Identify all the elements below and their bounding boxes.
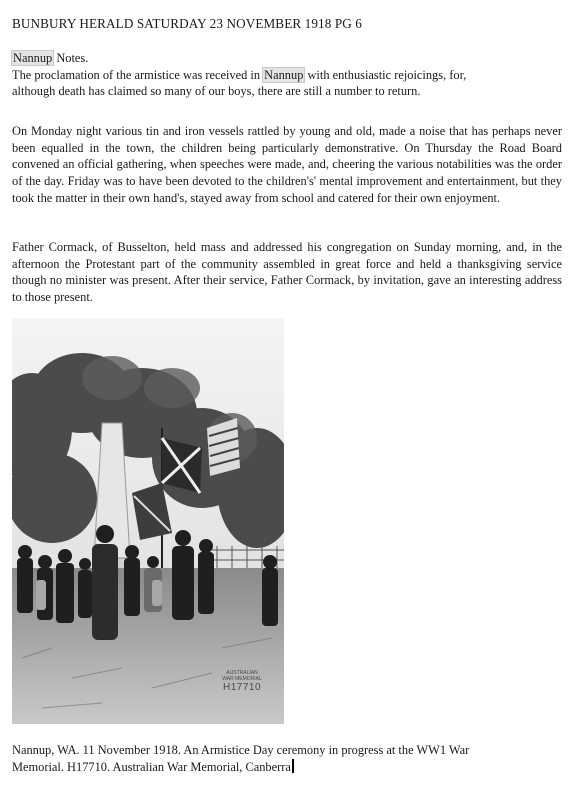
armistice-ceremony-photo [12,318,284,724]
caption-line-2: Memorial. H17710. Australian War Memorial, Canberra [12,759,566,776]
caption-line-1: Nannup, WA. 11 November 1918. An Armistice Day ceremony in progress at the WW1 War [12,743,470,757]
article-intro [12,50,562,100]
article-heading: Nannup Notes. [13,51,89,65]
paragraph-2: On Monday night various tin and iron vessels rattled by young and old, made a noise that has perhaps never been equalled in the town, the children being particularly demonstrative. On Thursday the Road Board convened an official gathering, when speeches were made, and, cheering the various notabilities was the order of the day. Friday was to have been devoted to the children's' mental improvement and entertainment, but they took the matter in their own hand's, stayed away from school and catered for their own enjoyment. [12,124,562,205]
photo-caption [12,742,566,776]
photo-illustration [12,318,284,724]
paragraph-3: Father Cormack, of Busselton, held mass and addressed his congregation on Sunday morning, and, in the afternoon the Protestant part of the community assembled in great force and held a thanksgiving service though no minister was present. After their service, Father Cormack, by invitation, gave an interesting address to those present. [12,240,562,305]
search-highlight[interactable]: Nannup [264,67,304,82]
heading-highlight[interactable]: Nannup [13,51,53,65]
text-cursor [292,759,294,773]
awm-watermark: AUSTRALIAN WAR MEMORIAL H17710 [212,670,272,694]
paragraph-1-line-2: although death has claimed so many of our boys, there are still a number to return. [12,84,421,99]
photo-id: H17710 [222,682,262,693]
page-header: BUNBURY HERALD SATURDAY 23 NOVEMBER 1918 PG 6 [12,16,362,31]
paragraph-1-line-1: The proclamation of the armistice was received in Nannup with enthusiastic rejoicings, for, [12,67,467,82]
